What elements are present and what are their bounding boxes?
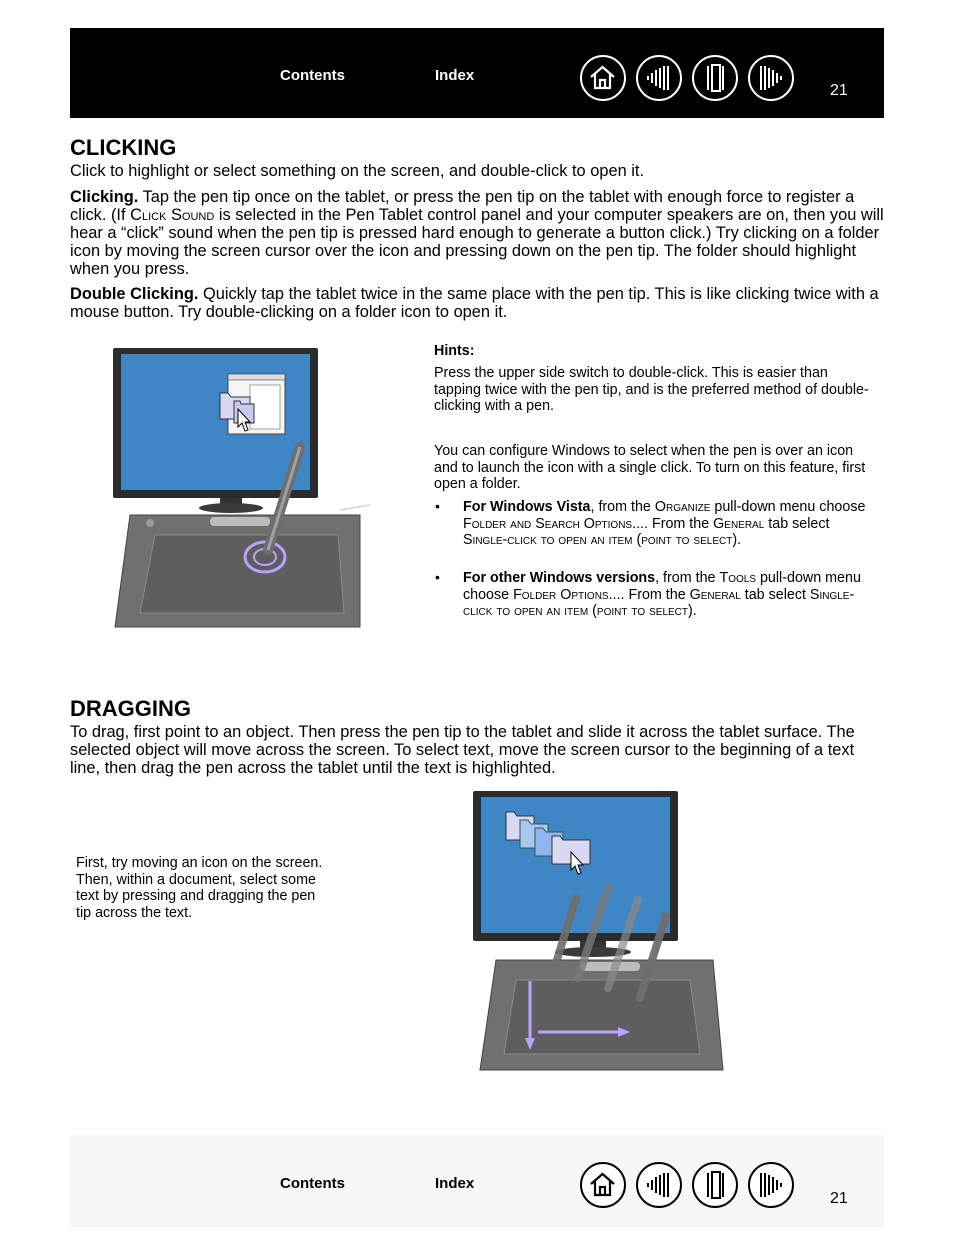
index-link[interactable]: Index xyxy=(435,1175,475,1192)
home-button[interactable] xyxy=(580,1162,626,1208)
home-button[interactable] xyxy=(580,55,626,101)
hint-bullet-other-windows: For other Windows versions, from the Tools pull-down menu choose Folder Options.... From the General tab select Single-click to open an item (point to select). xyxy=(463,570,861,619)
hints-paragraph-2: You can configure Windows to select when the pen is over an icon and to launch the icon with a single click. To turn on this feature, first open a folder. xyxy=(434,443,866,492)
dragging-intro: To drag, first point to an object. Then press the pen tip to the tablet and slide it across the tablet surface. The selected object will move across the screen. To select text, move the screen cursor to the beginning of a text line, then drag the pen across the tablet until the text is highlighted. xyxy=(70,723,855,777)
page-number: 21 xyxy=(830,82,848,99)
double-clicking-lead: Double Clicking. xyxy=(70,285,199,303)
previous-page-button[interactable] xyxy=(692,1162,738,1208)
bullet-marker: • xyxy=(435,569,440,585)
bottom-navigation-bar xyxy=(70,1135,884,1227)
index-link[interactable]: Index xyxy=(435,67,475,84)
hint-bullet-vista: For Windows Vista, from the Organize pull-down menu choose Folder and Search Options.... From the General tab select Single-click to open an item (point to select). xyxy=(463,499,866,548)
previous-chapter-icon xyxy=(638,1164,679,1205)
hints-title: Hints: xyxy=(434,343,475,359)
dragging-caption: First, try moving an icon on the screen. Then, within a document, select some text by pressing and dragging the pen tip across the text. xyxy=(76,855,323,921)
clicking-lead: Clicking. xyxy=(70,188,139,206)
previous-page-icon xyxy=(694,57,735,98)
next-page-icon xyxy=(750,57,791,98)
home-icon xyxy=(582,1164,623,1205)
contents-link[interactable]: Contents xyxy=(280,1175,345,1192)
next-page-button[interactable] xyxy=(748,1162,794,1208)
previous-chapter-button[interactable] xyxy=(636,1162,682,1208)
next-page-icon xyxy=(750,1164,791,1205)
page-number: 21 xyxy=(830,1190,848,1207)
clicking-paragraph: Clicking. Tap the pen tip once on the tablet, or press the pen tip on the tablet with enough force to register a click. (If Click Sound is selected in the Pen Tablet control panel and your computer speakers are on, then you will hear a “click” sound when the pen tip is pressed hard enough to generate a button click.) Try clicking on a folder icon by moving the screen cursor over the icon and pressing down on the pen tip. The folder should highlight when you press. xyxy=(70,188,884,278)
dragging-heading: DRAGGING xyxy=(70,696,191,721)
dragging-illustration xyxy=(468,788,738,1073)
bullet-marker: • xyxy=(435,498,440,514)
clicking-illustration xyxy=(110,345,370,630)
top-navigation-bar xyxy=(70,28,884,118)
click-sound-option: Click Sound xyxy=(130,206,215,224)
previous-chapter-button[interactable] xyxy=(636,55,682,101)
previous-chapter-icon xyxy=(638,57,679,98)
clicking-heading: CLICKING xyxy=(70,135,177,160)
home-icon xyxy=(582,57,623,98)
contents-link[interactable]: Contents xyxy=(280,67,345,84)
previous-page-icon xyxy=(694,1164,735,1205)
clicking-intro: Click to highlight or select something on the screen, and double-click to open it. xyxy=(70,162,644,180)
hints-paragraph-1: Press the upper side switch to double-click. This is easier than tapping twice with the pen tip, and is the preferred method of double-clicking with a pen. xyxy=(434,365,869,414)
double-clicking-paragraph: Double Clicking. Quickly tap the tablet twice in the same place with the pen tip. This is like clicking twice with a mouse button. Try double-clicking on a folder icon to open it. xyxy=(70,285,879,321)
previous-page-button[interactable] xyxy=(692,55,738,101)
next-page-button[interactable] xyxy=(748,55,794,101)
